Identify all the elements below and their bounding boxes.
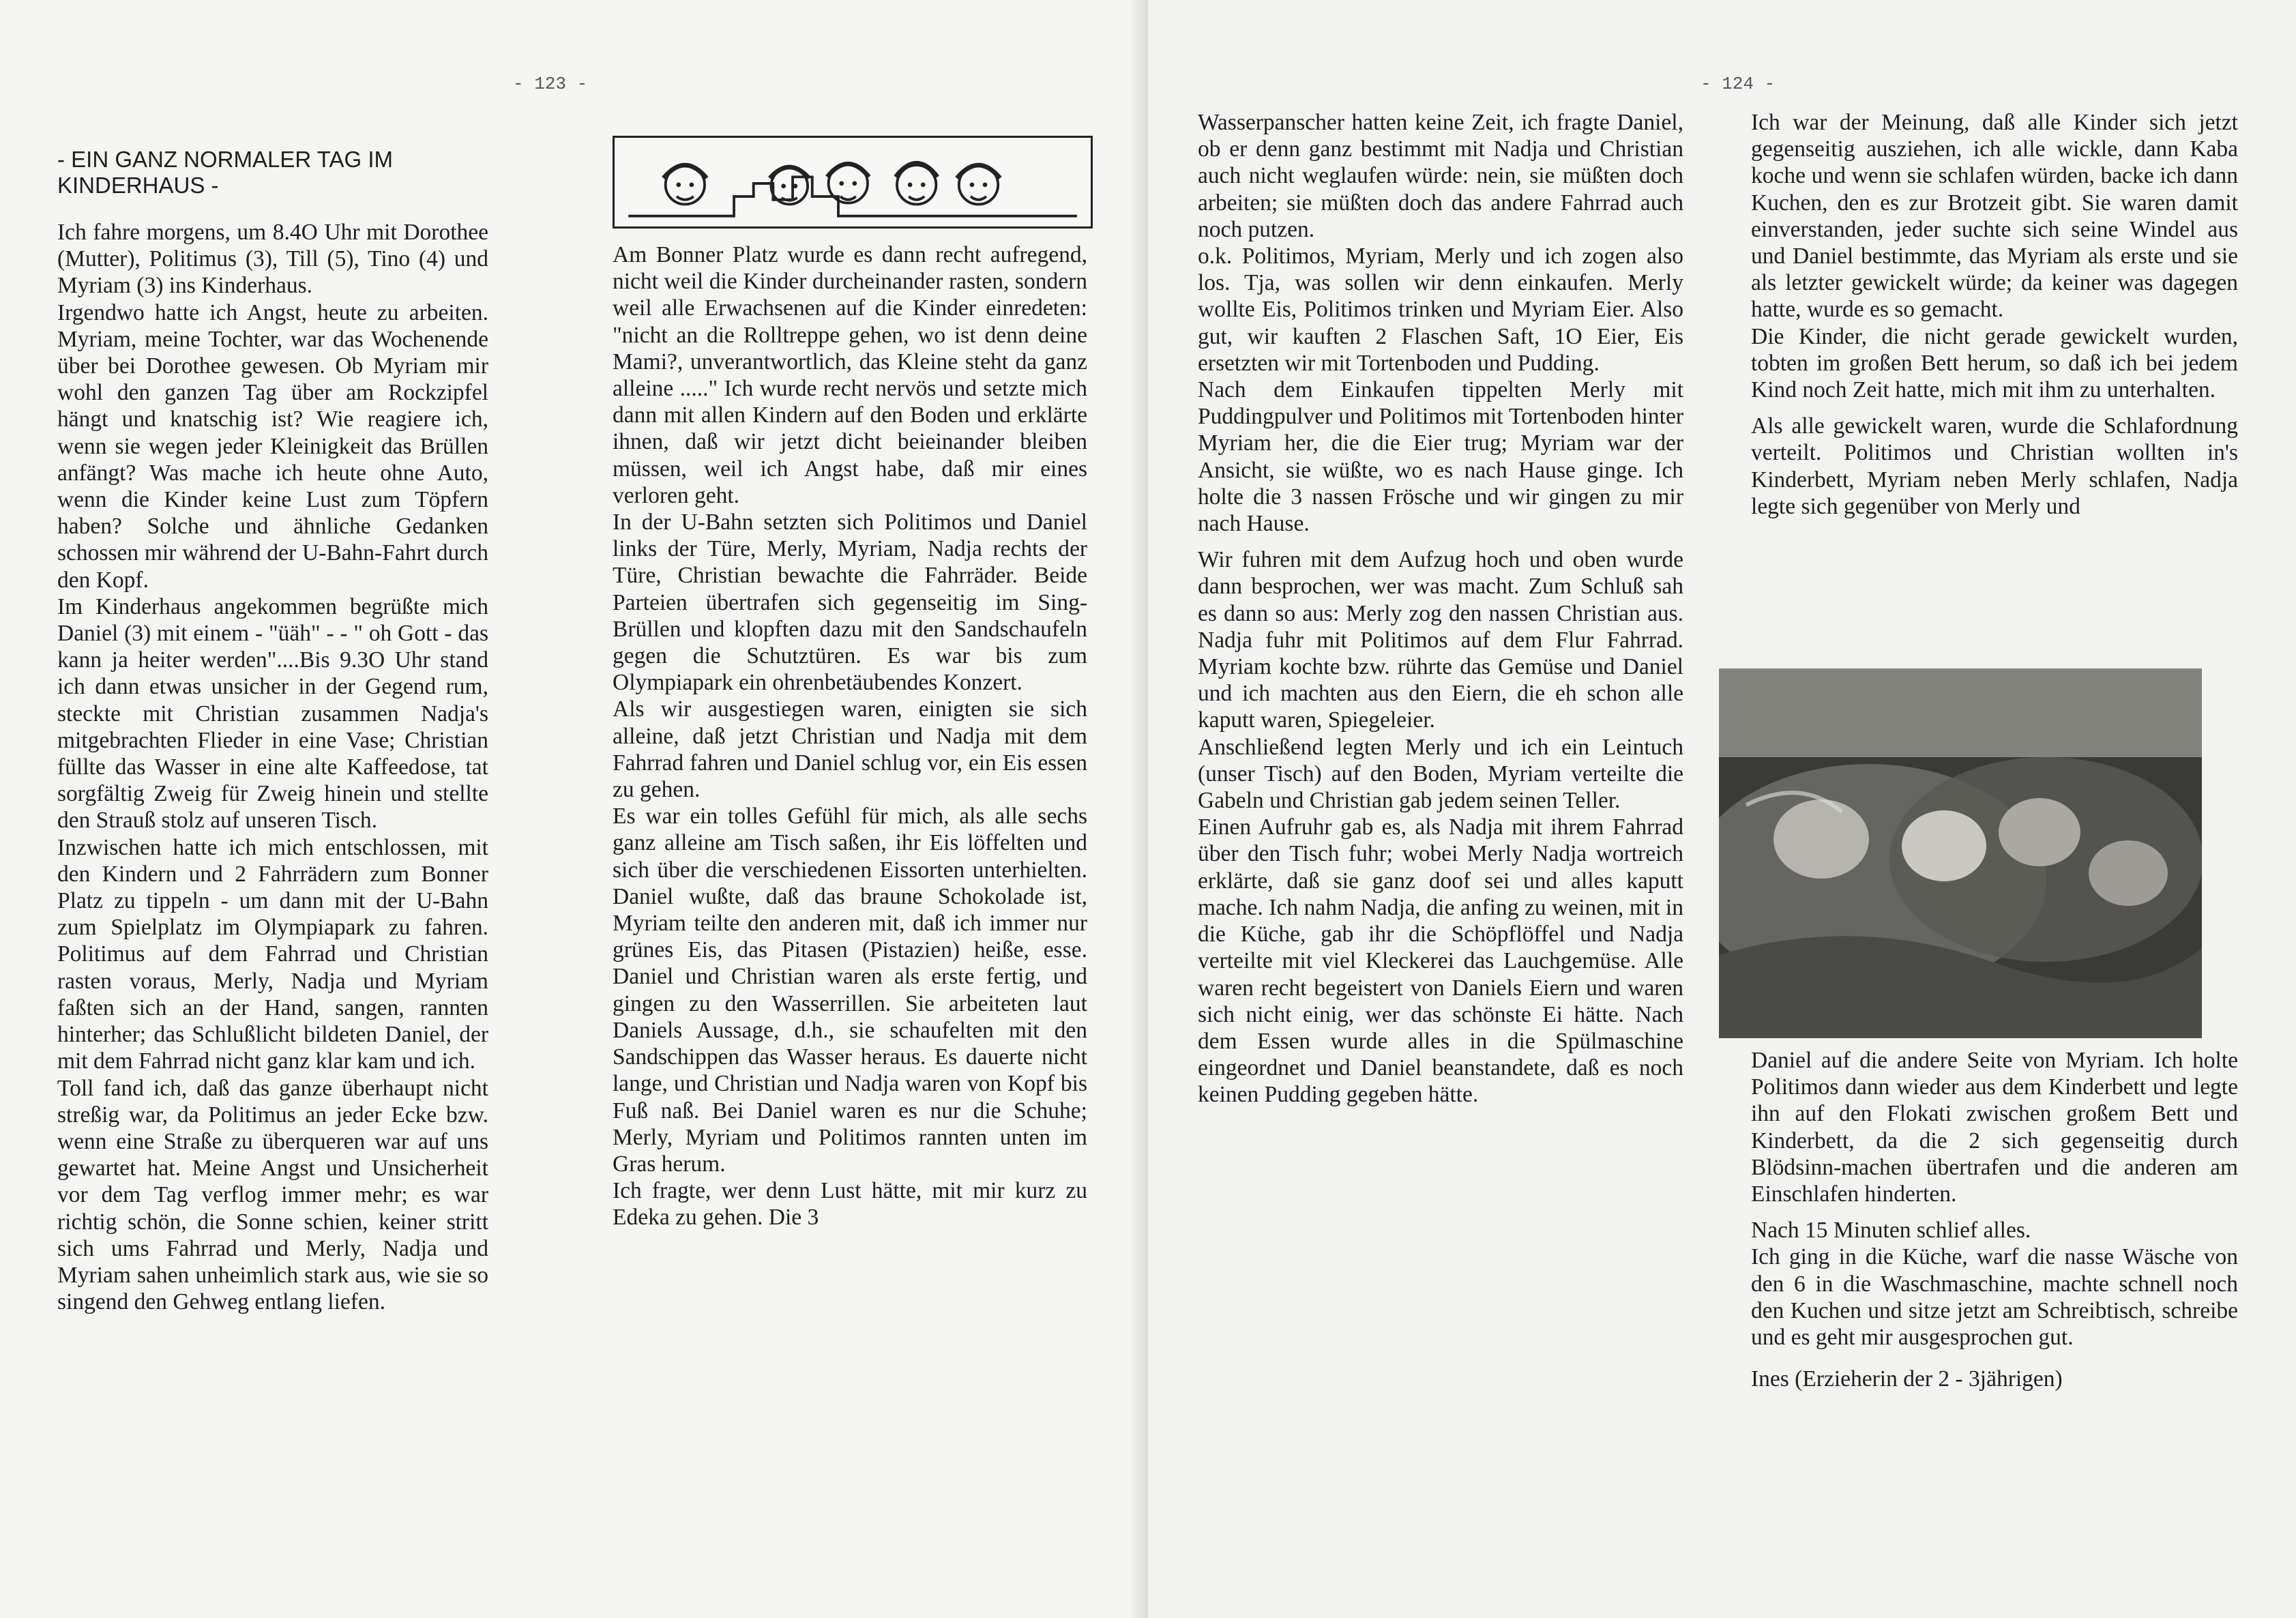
right-column-2-top xyxy=(1751,109,2238,520)
paragraph: Als wir ausgestiegen waren, einigten sie sich alleine, daß jetzt Christian und Nadja mit dem Fahrrad fahren und Daniel schlug vor, ein Eis essen zu gehen. xyxy=(613,696,1087,803)
right-column-2-bottom xyxy=(1751,1047,2238,1392)
author-signature: Ines (Erzieherin der 2 - 3jährigen) xyxy=(1751,1366,2063,1392)
paragraph: Am Bonner Platz wurde es dann recht aufregend, nicht weil die Kinder durcheinander rasten, sondern weil alle Erwachsenen auf die Kinder einredeten: "nicht an die Rolltreppe gehen, wo ist denn deine Mami?, unverantwortlich, das Kleine steht da ganz alleine ....." Ich wurde recht nervös und setzte mich dann mit allen Kindern auf den Boden und erklärte ihnen, daß wir jetzt dicht beieinander bleiben müssen, weil ich Angst habe, daß mir eines verloren geht. xyxy=(613,242,1087,508)
children-drawing-svg xyxy=(615,138,1091,226)
paragraph: In der U-Bahn setzten sich Politimos und Daniel links der Türe, Merly, Myriam, Nadja rechts der Türe, Christian bewachte die Fahrräder. Beide Parteien übertrafen sich gegenseitig im Sing-Brüllen und klopften dazu mit den Sandschaufeln gegen die Schutztüren. Es war bis zum Olympiapark ein ohrenbetäubendes Konzert. xyxy=(613,510,1087,696)
paragraph: Als alle gewickelt waren, wurde die Schlafordnung verteilt. Politimos und Christian wollten in's Kinderbett, Myriam neben Merly schlafen, Nadja legte sich gegenüber von Merly und xyxy=(1751,413,2238,519)
paragraph: o.k. Politimos, Myriam, Merly und ich zogen also los. Tja, was sollen wir denn einkaufen. Merly wollte Eis, Politimos trinken und Myriam Eier. Also gut, wir kauften 2 Flaschen Saft, 1O Eier, Eis ersetzten wir mit Tortenboden und Pudding. xyxy=(1198,244,1683,376)
paragraph: Ich ging in die Küche, warf die nasse Wäsche von den 6 in die Waschmaschine, machte schnell noch den Kuchen und sitze jetzt am Schreibtisch, schreibe und es geht mir ausgesprochen gut. xyxy=(1751,1244,2238,1351)
right-column-1 xyxy=(1198,109,1683,1108)
children-drawing xyxy=(613,136,1093,229)
paragraph: Wasserpanscher hatten keine Zeit, ich fragte Daniel, ob er denn ganz bestimmt mit Nadja und Christian auch nicht weglaufen würde: nein, sie müßten doch arbeiten; sie müßten doch das andere Fahrrad auch noch putzen. xyxy=(1198,110,1683,242)
paragraph: Ich fragte, wer denn Lust hätte, mit mir kurz zu Edeka zu gehen. Die 3 xyxy=(613,1178,1087,1231)
page-number: - 123 - xyxy=(513,74,588,94)
paragraph: Nach dem Einkaufen tippelten Merly mit Puddingpulver und Politimos mit Tortenboden hinter Myriam her, die die Eier trug; Myriam war der Ansicht, sie wüßte, wo es nach Hause ginge. Ich holte die 3 nassen Frösche und wir gingen zu mir nach Hause. xyxy=(1198,377,1683,537)
paragraph: Ich fahre morgens, um 8.4O Uhr mit Dorothee (Mutter), Politimus (3), Till (5), Tino (4) und Myriam (3) ins Kinderhaus. xyxy=(57,220,488,299)
photo-children-sleeping xyxy=(1719,668,2202,1038)
paragraph: Anschließend legten Merly und ich ein Leintuch (unser Tisch) auf den Boden, Myriam verteilte die Gabeln und Christian gab jedem seinen Teller. xyxy=(1198,734,1683,814)
left-column-2 xyxy=(613,241,1087,1231)
article-heading: - EIN GANZ NORMALER TAG IM KINDERHAUS - xyxy=(57,147,393,198)
paragraph: Nach 15 Minuten schlief alles. xyxy=(1751,1218,2031,1244)
paragraph: Die Kinder, die nicht gerade gewickelt wurden, tobten im großen Bett herum, so daß ich bei jedem Kind noch Zeit hatte, mich mit ihm zu unterhalten. xyxy=(1751,323,2238,403)
paragraph: Ich war der Meinung, daß alle Kinder sich jetzt gegenseitig ausziehen, ich alle wickle, dann Kaba koche und wenn sie schlafen würden, backe ich dann Kuchen, den es zur Brotzeit gibt. Sie waren damit einverstanden, jeder suchte sich seine Windel aus und Daniel bestimmte, das Myriam als erste und sie als letzter gewickelt würde; da keiner was dagegen hatte, wurde es so gemacht. xyxy=(1751,110,2238,323)
paragraph: Toll fand ich, daß das ganze überhaupt nicht streßig war, da Politimus an jeder Ecke bzw. wenn eine Straße zu überqueren war auf uns gewartet hat. Meine Angst und Unsicherheit vor dem Tag verflog immer mehr; es war richtig schön, die Sonne schien, keiner stritt sich ums Fahrrad und Merly, Nadja und Myriam sahen unheimlich stark aus, wie sie so singend den Gehweg entlang liefen. xyxy=(57,1075,488,1315)
paragraph: Inzwischen hatte ich mich entschlossen, mit den Kindern und 2 Fahrrädern zum Bonner Platz zu tippeln - um dann mit der U-Bahn zum Spielplatz im Olympiapark zu fahren. Politimus auf dem Fahrrad und Christian rasten voraus, Merly, Nadja und Myriam faßten sich an der Hand, sangen, rannten hinterher; das Schlußlicht bildeten Daniel, der mit dem Fahrrad nicht ganz klar kam und ich. xyxy=(57,834,488,1074)
paragraph: Wir fuhren mit dem Aufzug hoch und oben wurde dann besprochen, wer was macht. Zum Schluß sah es dann so aus: Merly zog den nassen Christian aus. Nadja fuhr mit Politimos auf dem Flur Fahrrad. Myriam kochte bzw. rührte das Gemüse und Daniel und ich machten aus den Eiern, die eh schon alle kaputt waren, Spiegeleier. xyxy=(1198,547,1683,733)
paragraph: Einen Aufruhr gab es, als Nadja mit ihrem Fahrrad über den Tisch fuhr; wobei Merly Nadja wortreich erklärte, daß sie ganz doof sei und alles kaputt mache. Ich nahm Nadja, die anfing zu weinen, mit in die Küche, gab ihr die Schöpflöffel und Nadja verteilte mit viel Kleckerei das Lauchgemüse. Alle waren recht begeistert von Daniels Eiern und waren sich nicht einig, wer das schönste Ei hätte. Nach dem Essen wurde alles in die Spülmaschine eingeordnet und Daniel beanstandete, daß es noch keinen Pudding gegeben hätte. xyxy=(1198,814,1683,1108)
paragraph: Irgendwo hatte ich Angst, heute zu arbeiten. Myriam, meine Tochter, war das Wochenende über bei Dorothee gewesen. Ob Myriam mir wohl den ganzen Tag über am Rockzipfel hängt und knatschig ist? Wie reagiere ich, wenn sie wegen jeder Kleinigkeit das Brüllen anfängt? Was mache ich heute ohne Auto, wenn die Kinder keine Lust zum Töpfern haben? Solche und ähnliche Gedanken schossen mir während der U-Bahn-Fahrt durch den Kopf. xyxy=(57,299,488,593)
paragraph: Im Kinderhaus angekommen begrüßte mich Daniel (3) mit einem - "üäh" - - " oh Gott - das kann ja heiter werden"....Bis 9.3O Uhr stand ich dann etwas unsicher in der Gegend rum, steckte mit Christian zusammen Nadja's mitgebrachten Flieder in eine Vase; Christian füllte das Wasser in eine alte Kaffeedose, tat sorgfältig Zweig für Zweig hinein und stellte den Strauß stolz auf unseren Tisch. xyxy=(57,593,488,834)
paragraph: Es war ein tolles Gefühl für mich, als alle sechs ganz alleine am Tisch saßen, ihr Eis löffelten und sich über die verschiedenen Eissorten unterhielten. Daniel wußte, daß das braune Schokolade ist, Myriam teilte den anderen mit, daß ich immer nur grünes Eis, das Pitasen (Pistazien) heiße, esse. Daniel und Christian waren als erste fertig, und gingen zu den Wasserrillen. Sie arbeiteten laut Daniels Aussage, d.h., sie schaufelten mit den Sandschippen das Wasser heraus. Es dauerte nicht lange, und Christian und Nadja waren von Kopf bis Fuß naß. Bei Daniel waren es nur die Schuhe; Merly, Myriam und Politimos rannten unten im Gras herum. xyxy=(613,804,1087,1177)
left-column-1 xyxy=(57,147,488,1315)
paragraph: Daniel auf die andere Seite von Myriam. Ich holte Politimos dann wieder aus dem Kinderbett und legte ihn auf den Flokati zwischen großem Bett und Kinderbett, da die 2 sich gegenseitig durch Blödsinn-machen übertrafen und die anderen am Einschlafen hinderten. xyxy=(1751,1048,2238,1207)
photo-svg xyxy=(1719,668,2202,1038)
page-number: - 124 - xyxy=(1701,74,1776,94)
